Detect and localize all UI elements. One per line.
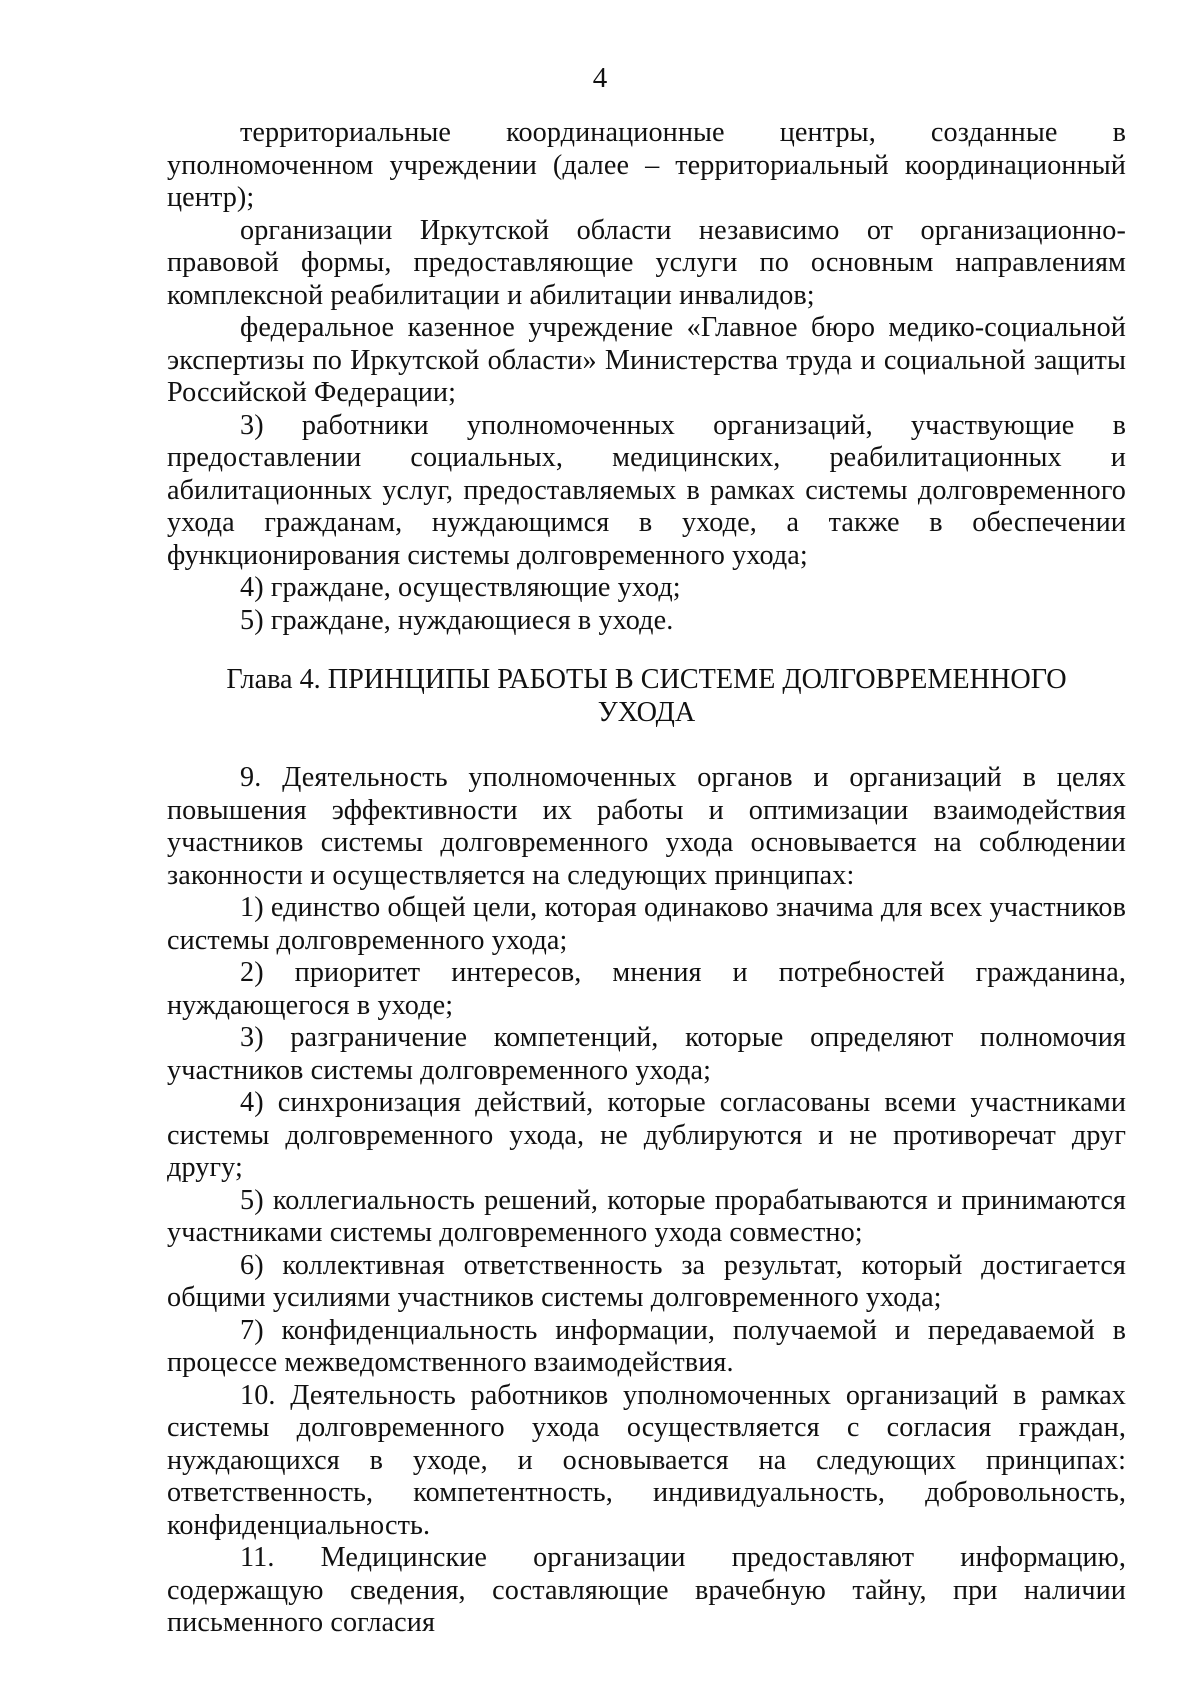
article-11: 11. Медицинские организации предоставляют информацию, содержащую сведения, составляющие врачебную тайну, при наличии письменного согласия [167,1542,1126,1638]
chapter-heading-line-1: Глава 4. ПРИНЦИПЫ РАБОТЫ В СИСТЕМЕ ДОЛГОВРЕМЕННОГО [226,664,1067,695]
article-9: 9. Деятельность уполномоченных органов и организаций в целях повышения эффективности их работы и оптимизации взаимодействия участников системы долговременного ухода основывается на соблюдении законности и осуществляется на следующих принципах: [167,762,1126,891]
principle-1: 1) единство общей цели, которая одинаково значима для всех участников системы долговременного ухода; [167,892,1126,956]
principle-4: 4) синхронизация действий, которые согласованы всеми участниками системы долговременного ухода, не дублируются и не противоречат друг другу; [167,1087,1126,1183]
principle-2: 2) приоритет интересов, мнения и потребностей гражданина, нуждающегося в уходе; [167,957,1126,1021]
principle-3: 3) разграничение компетенций, которые определяют полномочия участников системы долговременного ухода; [167,1022,1126,1086]
list-item-4-caregivers: 4) граждане, осуществляющие уход; [240,572,681,603]
list-item-5-care-recipients: 5) граждане, нуждающиеся в уходе. [240,604,674,636]
chapter-heading [167,664,1126,729]
paragraph-territorial-centers: территориальные координационные центры, созданные в уполномоченном учреждении (далее – территориальный координационный центр); [167,117,1126,213]
paragraph-irkutsk-organizations: организации Иркутской области независимо от организационно-правовой формы, предоставляющие услуги по основным направлениям комплексной реабилитации и абилитации инвалидов; [167,214,1126,311]
list-item-3-workers: 3) работники уполномоченных организаций, участвующие в предоставлении социальных, медицинских, реабилитационных и абилитационных услуг, предоставляемых в рамках системы долговременного ухода гражданам, нуждающимся в уходе, а также в обеспечении функционирования системы долговременного ухода; [167,409,1126,571]
principle-7: 7) конфиденциальность информации, получаемой и передаваемой в процессе межведомственного взаимодействия. [167,1314,1126,1378]
document-body [167,117,1126,1640]
principle-5: 5) коллегиальность решений, которые прорабатываются и принимаются участниками системы долговременного ухода совместно; [167,1184,1126,1248]
article-10: 10. Деятельность работников уполномоченных организаций в рамках системы долговременного ухода осуществляется с согласия граждан, нуждающихся в уходе, и основывается на следующих принципах: ответственность, компетентность, индивидуальность, добровольность, конфиденциальность. [167,1379,1126,1541]
principle-6: 6) коллективная ответственность за результат, который достигается общими усилиями участников системы долговременного ухода; [167,1249,1126,1313]
chapter-heading-line-2: УХОДА [597,696,696,728]
page-number: 4 [592,62,608,94]
paragraph-federal-bureau: федеральное казенное учреждение «Главное бюро медико-социальной экспертизы по Иркутской области» Министерства труда и социальной защиты Российской Федерации; [167,312,1126,408]
